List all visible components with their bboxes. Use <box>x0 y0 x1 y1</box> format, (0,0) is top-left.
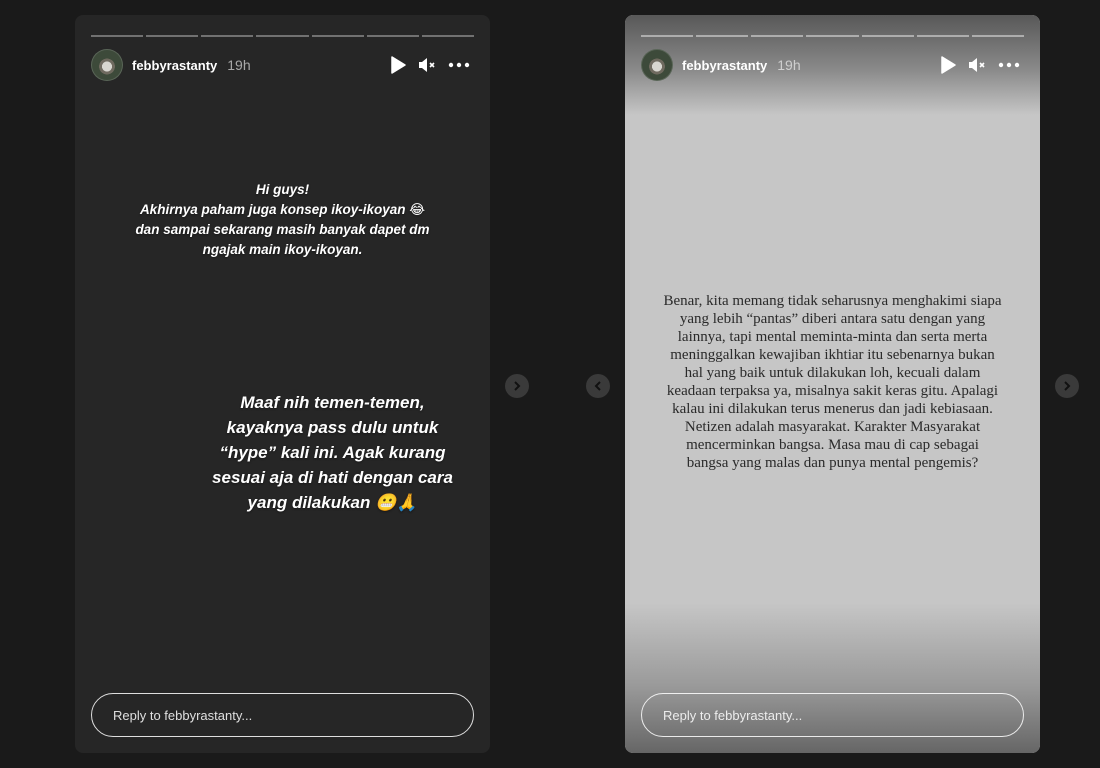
progress-segment <box>256 35 308 37</box>
text-line: yang lebih “pantas” diberi antara satu dengan yang <box>679 311 986 327</box>
chevron-right-icon <box>512 381 522 391</box>
text-line: mencerminkan bangsa. Masa mau di cap sebagai <box>686 437 979 453</box>
chevron-right-icon <box>1062 381 1072 391</box>
post-time: 19h <box>777 57 801 73</box>
story-card-current[interactable] <box>625 15 1040 753</box>
avatar[interactable] <box>91 49 123 81</box>
progress-segment <box>751 35 803 37</box>
caption-line: Akhirnya paham juga konsep ikoy-ikoyan 😂 <box>139 202 426 217</box>
reply-placeholder: Reply to febbyrastanty... <box>663 707 803 723</box>
story-progress-bar <box>91 35 474 37</box>
reply-placeholder: Reply to febbyrastanty... <box>113 707 253 723</box>
text-line: kalau ini dilakukan terus menerus dan jadi kebiasaan. <box>672 401 993 417</box>
progress-segment <box>91 35 143 37</box>
more-options-icon[interactable] <box>998 62 1020 68</box>
more-options-icon[interactable] <box>448 62 470 68</box>
progress-segment-active <box>641 35 693 37</box>
progress-segment <box>312 35 364 37</box>
text-line: lainnya, tapi mental meminta-minta dan serta merta <box>677 329 988 345</box>
text-line: Netizen adalah masyarakat. Karakter Masyarakat <box>684 419 981 435</box>
progress-segment <box>146 35 198 37</box>
story-controls <box>940 56 1020 74</box>
avatar[interactable] <box>641 49 673 81</box>
caption-line: Hi guys! <box>255 182 310 197</box>
post-time: 19h <box>227 57 251 73</box>
text-line: hal yang baik untuk dilakukan loh, kecuali dalam <box>684 365 981 381</box>
progress-segment <box>862 35 914 37</box>
play-icon[interactable] <box>390 56 406 74</box>
muted-speaker-icon[interactable] <box>418 57 436 73</box>
username-link[interactable]: febbyrastanty <box>682 57 768 73</box>
caption-line: sesuai aja di hati dengan cara <box>212 468 453 487</box>
progress-segment <box>422 35 474 37</box>
next-story-button[interactable] <box>1055 374 1079 398</box>
text-line: meninggalkan kewajiban ikhtiar itu sebenarnya bukan <box>670 347 995 363</box>
progress-segment <box>201 35 253 37</box>
story-text-body <box>640 292 1025 472</box>
text-line: Benar, kita memang tidak seharusnya menghakimi siapa <box>663 293 1002 309</box>
progress-segment <box>696 35 748 37</box>
reply-input[interactable] <box>641 693 1024 737</box>
reply-input[interactable] <box>91 693 474 737</box>
story-header <box>91 49 474 81</box>
muted-speaker-icon[interactable] <box>968 57 986 73</box>
text-line: bangsa yang malas dan punya mental pengemis? <box>686 455 979 471</box>
previous-story-button[interactable] <box>586 374 610 398</box>
progress-segment <box>367 35 419 37</box>
next-story-button[interactable] <box>505 374 529 398</box>
progress-segment <box>917 35 969 37</box>
caption-line: kayaknya pass dulu untuk <box>226 418 439 437</box>
text-line: keadaan terpaksa ya, misalnya sakit keras gitu. Apalagi <box>666 383 999 399</box>
story-card-previous[interactable] <box>75 15 490 753</box>
caption-line: “hype” kali ini. Agak kurang <box>219 443 446 462</box>
progress-segment <box>806 35 858 37</box>
chevron-left-icon <box>593 381 603 391</box>
story-caption-main <box>185 390 480 515</box>
story-progress-bar <box>641 35 1024 37</box>
caption-line: yang dilakukan 😬🙏 <box>247 493 418 512</box>
username-link[interactable]: febbyrastanty <box>132 57 218 73</box>
story-caption-intro <box>105 180 460 260</box>
progress-segment <box>972 35 1024 37</box>
story-controls <box>390 56 470 74</box>
caption-line: dan sampai sekarang masih banyak dapet dm <box>135 222 430 237</box>
play-icon[interactable] <box>940 56 956 74</box>
story-header <box>641 49 1024 81</box>
caption-line: Maaf nih temen-temen, <box>240 393 425 412</box>
caption-line: ngajak main ikoy-ikoyan. <box>202 242 363 257</box>
